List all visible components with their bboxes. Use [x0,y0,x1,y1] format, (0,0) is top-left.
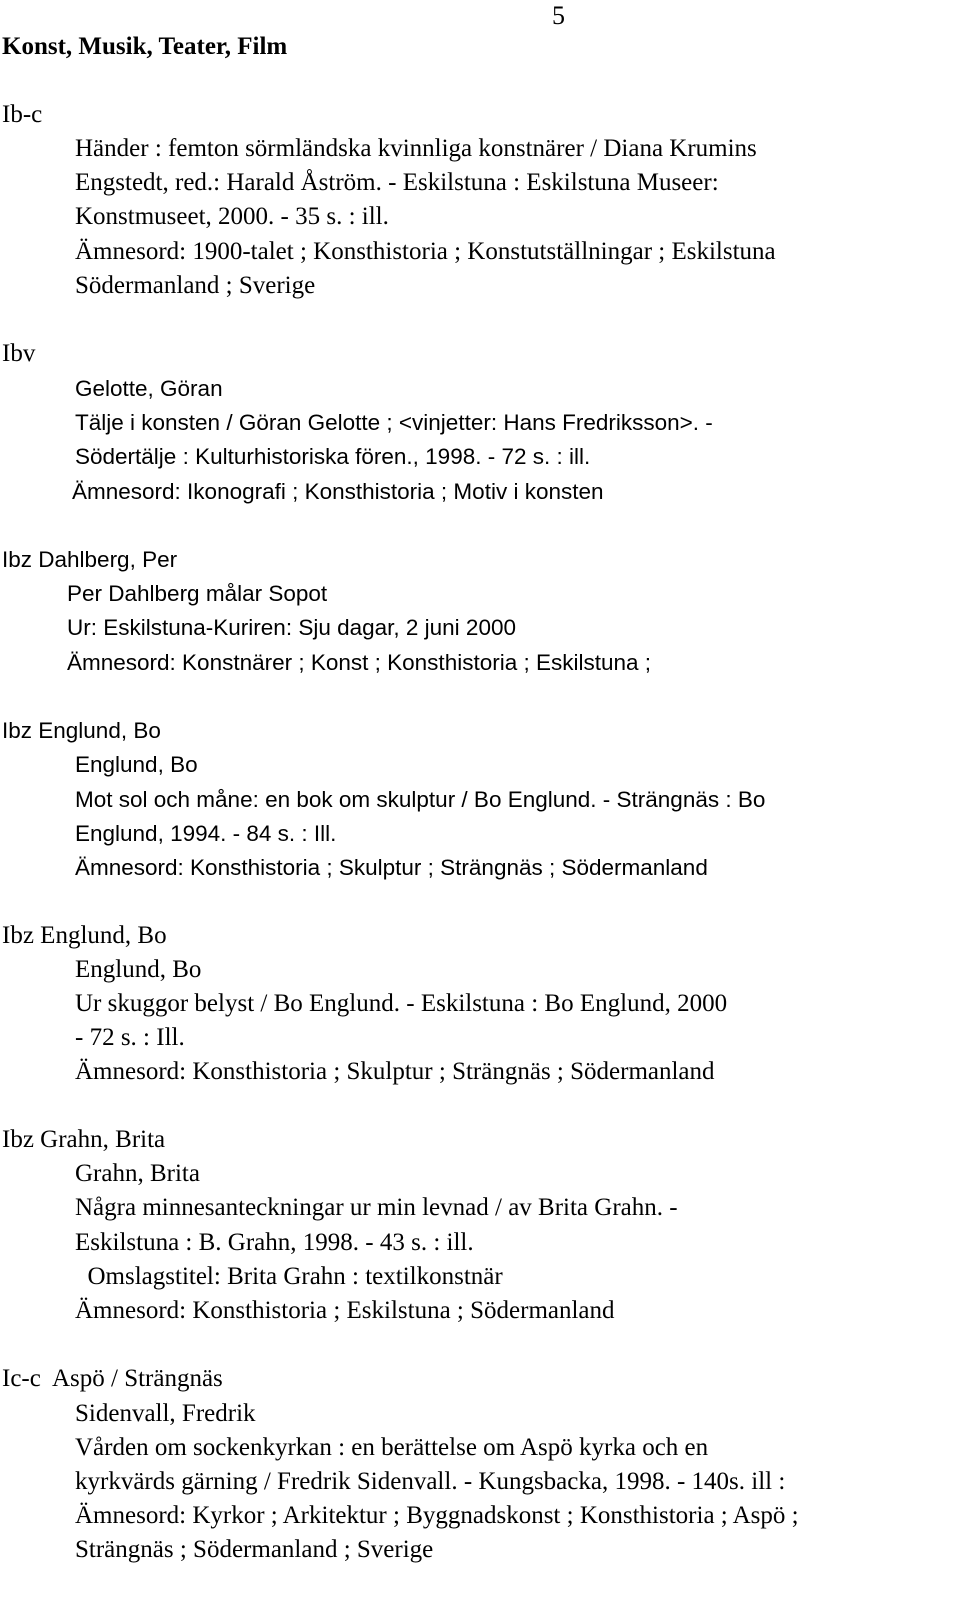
entry-line: Ämnesord: Konsthistoria ; Skulptur ; Strängnäs ; Södermanland [75,855,708,880]
entry-line: Sidenvall, Fredrik [75,1400,256,1427]
entry-code: Ibz Englund, Bo [2,718,161,743]
entry-line: Södertälje : Kulturhistoriska fören., 1998. - 72 s. : ill. [75,444,591,469]
entry-line: Eskilstuna : B. Grahn, 1998. - 43 s. : ill. [75,1229,474,1256]
entry-line: Ur: Eskilstuna-Kuriren: Sju dagar, 2 juni 2000 [67,615,516,640]
entry-line: Englund, 1994. - 84 s. : Ill. [75,821,337,846]
entry-line: Ämnesord: Kyrkor ; Arkitektur ; Byggnadskonst ; Konsthistoria ; Aspö ; [75,1502,799,1529]
entry-line: Englund, Bo [75,956,202,983]
entry-code: Ibz Grahn, Brita [2,1126,166,1153]
entry-line: Per Dahlberg målar Sopot [67,581,328,606]
entry-line: Grahn, Brita [75,1160,200,1187]
entry-code: Ibv [2,340,36,367]
entry-line: Ämnesord: Konstnärer ; Konst ; Konsthistoria ; Eskilstuna ; [67,650,652,675]
entry-line: Ämnesord: Konsthistoria ; Skulptur ; Strängnäs ; Södermanland [75,1058,715,1085]
entry-line: Några minnesanteckningar ur min levnad / av Brita Grahn. - [75,1194,678,1221]
entry-line: Konstmuseet, 2000. - 35 s. : ill. [75,203,389,230]
page-number: 5 [552,1,565,30]
entry-line: Ämnesord: Ikonografi ; Konsthistoria ; Motiv i konsten [72,479,604,504]
entry-line: kyrkvärds gärning / Fredrik Sidenvall. - Kungsbacka, 1998. - 140s. ill : [75,1468,786,1495]
entry-line: Ämnesord: 1900-talet ; Konsthistoria ; Konstutställningar ; Eskilstuna [75,238,776,265]
entry-line: - 72 s. : Ill. [75,1024,185,1051]
entry-line: Ämnesord: Konsthistoria ; Eskilstuna ; Södermanland [75,1297,615,1324]
entry-line: Strängnäs ; Södermanland ; Sverige [75,1536,434,1563]
entry-line: Tälje i konsten / Göran Gelotte ; <vinjetter: Hans Fredriksson>. - [75,410,713,435]
entry-code: Ib-c [2,101,43,128]
entry-line: Engstedt, red.: Harald Åström. - Eskilstuna : Eskilstuna Museer: [75,169,719,196]
entry-line: Vården om sockenkyrkan : en berättelse om Aspö kyrka och en [75,1434,709,1461]
entry-line: Englund, Bo [75,752,198,777]
entry-line: Omslagstitel: Brita Grahn : textilkonstnär [75,1263,503,1290]
entry-code: Ic-c Aspö / Strängnäs [2,1365,223,1392]
entry-line: Ur skuggor belyst / Bo Englund. - Eskilstuna : Bo Englund, 2000 [75,990,728,1017]
page-title: Konst, Musik, Teater, Film [2,33,288,60]
entry-line: Södermanland ; Sverige [75,272,316,299]
entry-line: Händer : femton sörmländska kvinnliga konstnärer / Diana Krumins [75,135,757,162]
entry-line: Mot sol och måne: en bok om skulptur / Bo Englund. - Strängnäs : Bo [75,787,766,812]
entry-code: Ibz Englund, Bo [2,922,167,949]
entry-code: Ibz Dahlberg, Per [2,547,178,572]
entry-line: Gelotte, Göran [75,376,223,401]
